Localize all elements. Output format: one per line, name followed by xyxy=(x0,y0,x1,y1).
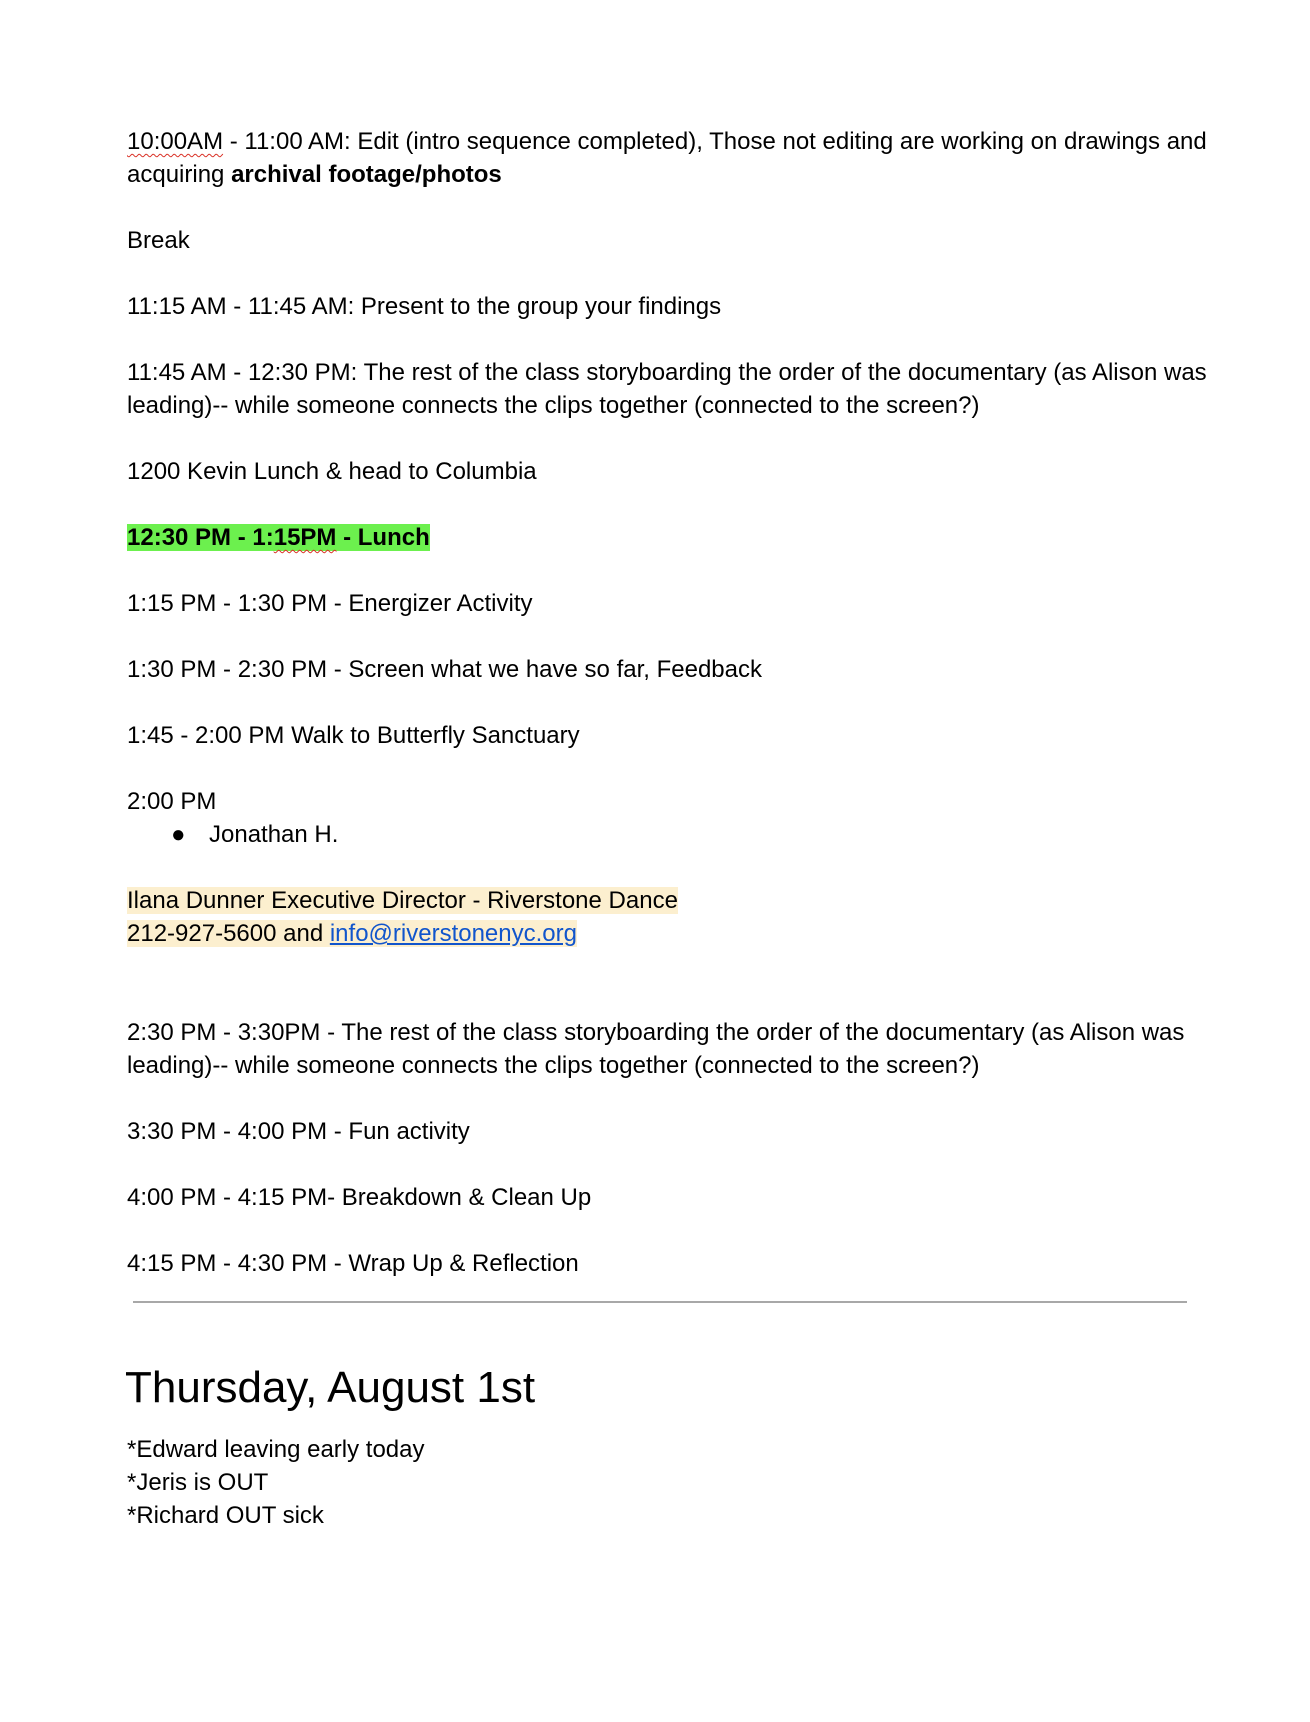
contact-name: Ilana Dunner Executive Director - Riverstone Dance xyxy=(127,887,678,914)
schedule-break: Break xyxy=(127,227,190,254)
schedule-item-lunch xyxy=(127,521,1207,554)
schedule-item-text: - 11:00 AM: Edit (intro sequence completed), Those not editing are working on drawings and acquiring xyxy=(127,128,1207,188)
list-item-text: Jonathan H. xyxy=(209,821,339,848)
misspelled-word[interactable]: 15PM xyxy=(273,524,337,551)
schedule-item-screen: 1:30 PM - 2:30 PM - Screen what we have so far, Feedback xyxy=(127,656,762,683)
note-line: *Edward leaving early today xyxy=(127,1436,425,1463)
schedule-body xyxy=(127,125,1207,1280)
schedule-item-storyboard: 11:45 AM - 12:30 PM: The rest of the class storyboarding the order of the documentary (as Alison was leading)-- while someone connects the clips together (connected to the screen?) xyxy=(127,359,1207,419)
schedule-item-storyboard-afternoon: 2:30 PM - 3:30PM - The rest of the class storyboarding the order of the documentary (as Alison was leading)-- while someone connects the clips together (connected to the screen?) xyxy=(127,1019,1185,1079)
schedule-item-energizer: 1:15 PM - 1:30 PM - Energizer Activity xyxy=(127,590,533,617)
schedule-item-present: 11:15 AM - 11:45 AM: Present to the group your findings xyxy=(127,293,722,320)
section-heading: Thursday, August 1st xyxy=(125,1363,536,1412)
schedule-item-wrapup: 4:15 PM - 4:30 PM - Wrap Up & Reflection xyxy=(127,1250,579,1277)
schedule-item-2pm: 2:00 PM xyxy=(127,788,217,815)
list-item xyxy=(127,818,1207,851)
contact-phone: 212-927-5600 and xyxy=(127,920,330,947)
bullet-icon: ● xyxy=(171,821,186,848)
note-line: *Richard OUT sick xyxy=(127,1502,324,1529)
schedule-item-edit xyxy=(127,125,1207,191)
lunch-highlight: 12:30 PM - 1:15PM - Lunch xyxy=(127,524,430,551)
bold-text: archival footage/photos xyxy=(231,161,502,188)
horizontal-divider xyxy=(133,1301,1187,1303)
schedule-item-kevin-lunch: 1200 Kevin Lunch & head to Columbia xyxy=(127,458,537,485)
note-line: *Jeris is OUT xyxy=(127,1469,269,1496)
attendance-notes xyxy=(127,1433,425,1532)
schedule-item-fun: 3:30 PM - 4:00 PM - Fun activity xyxy=(127,1118,470,1145)
contact-details xyxy=(127,917,1207,950)
schedule-item-walk: 1:45 - 2:00 PM Walk to Butterfly Sanctuary xyxy=(127,722,580,749)
email-link[interactable]: info@riverstonenyc.org xyxy=(329,920,577,947)
schedule-item-cleanup: 4:00 PM - 4:15 PM- Breakdown & Clean Up xyxy=(127,1184,592,1211)
misspelled-word[interactable]: 10:00AM xyxy=(127,128,224,155)
